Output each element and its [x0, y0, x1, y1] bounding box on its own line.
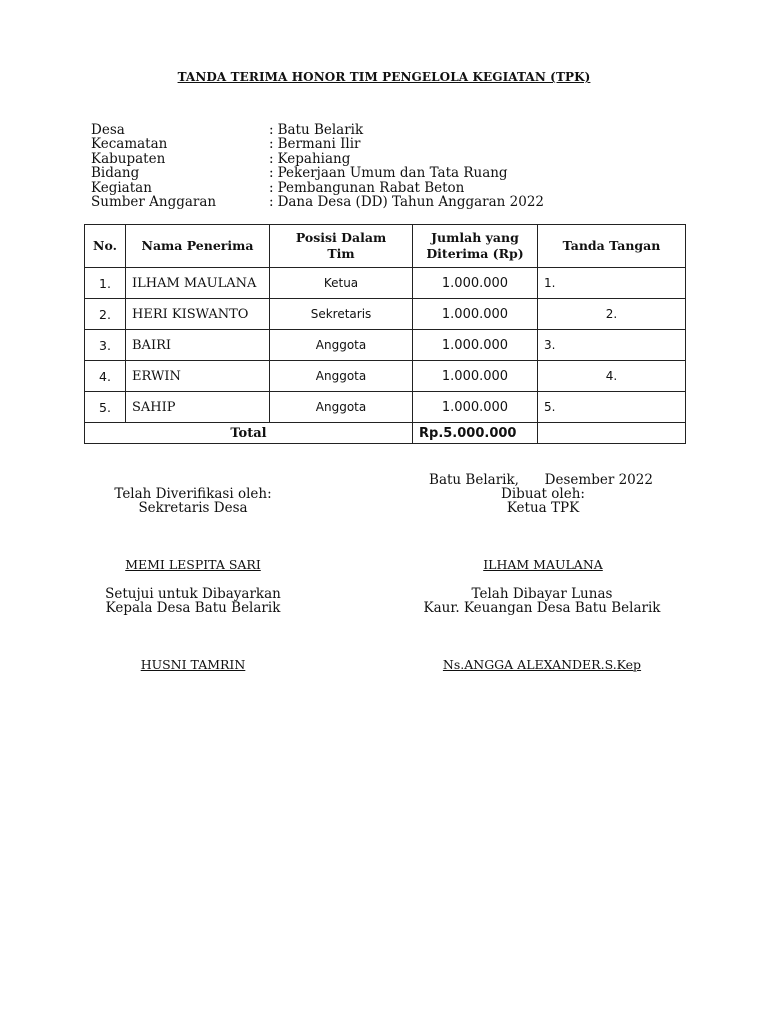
header-no: No. — [85, 225, 126, 268]
info-label: Kabupaten — [91, 150, 166, 167]
header-position-line1: Posisi Dalam — [295, 230, 387, 245]
total-amount: Rp.5.000.000 — [413, 423, 538, 444]
verified-name: MEMI LESPITA SARI — [125, 556, 261, 572]
info-row-kegiatan — [91, 181, 544, 195]
info-label: Kecamatan — [91, 136, 168, 153]
info-label: Sumber Anggaran — [91, 194, 217, 211]
info-value: Pekerjaan Umum dan Tata Ruang — [277, 165, 508, 182]
info-colon: : — [269, 179, 274, 196]
cell-position: Anggota — [270, 392, 413, 423]
verified-role-text: Sekretaris Desa — [138, 500, 248, 517]
cell-name: SAHIP — [126, 392, 270, 423]
info-label: Bidang — [91, 165, 140, 182]
cell-no: 2. — [85, 299, 126, 330]
cell-no: 3. — [85, 330, 126, 361]
cell-no: 5. — [85, 392, 126, 423]
cell-signature: 5. — [538, 392, 686, 423]
table-total-row — [85, 423, 686, 444]
cell-signature: 3. — [538, 330, 686, 361]
header-amount-line2: Diterima (Rp) — [426, 246, 524, 261]
maker-block — [410, 487, 676, 572]
cell-signature: 1. — [538, 268, 686, 299]
table-row — [85, 392, 686, 423]
approved-role-text: Kepala Desa Batu Belarik — [105, 600, 281, 617]
info-label: Kegiatan — [91, 179, 152, 196]
info-colon: : — [269, 150, 274, 167]
approved-name: HUSNI TAMRIN — [140, 656, 246, 672]
cell-position: Anggota — [270, 361, 413, 392]
total-empty-cell — [538, 423, 686, 444]
cell-position: Anggota — [270, 330, 413, 361]
cell-amount: 1.000.000 — [413, 299, 538, 330]
paid-name: Ns.ANGGA ALEXANDER.S.Kep — [442, 656, 642, 672]
table-row — [85, 268, 686, 299]
info-colon: : — [269, 194, 274, 211]
paid-role-text: Kaur. Keuangan Desa Batu Belarik — [423, 600, 661, 617]
payer-block — [392, 587, 692, 672]
cell-name: ERWIN — [126, 361, 270, 392]
header-name: Nama Penerima — [126, 225, 270, 268]
cell-signature: 4. — [538, 361, 686, 392]
cell-amount: 1.000.000 — [413, 361, 538, 392]
cell-signature: 2. — [538, 299, 686, 330]
cell-position: Sekretaris — [270, 299, 413, 330]
header-signature: Tanda Tangan — [538, 225, 686, 268]
verified-by-text: Telah Diverifikasi oleh: — [114, 486, 272, 502]
info-value: Bermani Ilir — [277, 136, 361, 153]
table-row — [85, 361, 686, 392]
header-amount — [413, 225, 538, 268]
info-block — [91, 123, 544, 209]
info-row-kecamatan — [91, 137, 544, 151]
table-row — [85, 330, 686, 361]
paid-by-text: Telah Dibayar Lunas — [471, 586, 613, 602]
approved-by-text: Setujui untuk Dibayarkan — [105, 586, 281, 602]
header-amount-line1: Jumlah yang — [431, 230, 519, 245]
cell-name: ILHAM MAULANA — [126, 268, 270, 299]
info-value: Pembangunan Rabat Beton — [277, 179, 465, 196]
cell-amount: 1.000.000 — [413, 392, 538, 423]
cell-amount: 1.000.000 — [413, 330, 538, 361]
info-value: Kepahiang — [277, 150, 351, 167]
total-label: Total — [85, 423, 413, 444]
info-row-bidang — [91, 166, 544, 180]
cell-no: 4. — [85, 361, 126, 392]
honor-table — [84, 224, 686, 444]
table-header-row — [85, 225, 686, 268]
cell-name: BAIRI — [126, 330, 270, 361]
cell-no: 1. — [85, 268, 126, 299]
table-row — [85, 299, 686, 330]
info-row-sumber-anggaran — [91, 195, 544, 209]
made-role-text: Ketua TPK — [506, 500, 580, 517]
cell-name: HERI KISWANTO — [126, 299, 270, 330]
header-position-line2: Tim — [327, 246, 355, 261]
cell-amount: 1.000.000 — [413, 268, 538, 299]
info-value: Dana Desa (DD) Tahun Anggaran 2022 — [277, 194, 545, 211]
info-colon: : — [269, 136, 274, 153]
info-colon: : — [269, 165, 274, 182]
approver-block — [60, 587, 326, 672]
info-value: Batu Belarik — [277, 122, 364, 138]
made-by-text: Dibuat oleh: — [501, 486, 585, 502]
place-date-text: Batu Belarik, Desember 2022 — [429, 472, 653, 488]
info-label: Desa — [91, 122, 125, 138]
verifier-block — [60, 487, 326, 572]
header-position — [270, 225, 413, 268]
info-row-desa — [91, 123, 544, 137]
made-name: ILHAM MAULANA — [483, 556, 603, 572]
cell-position: Ketua — [270, 268, 413, 299]
info-row-kabupaten — [91, 152, 544, 166]
document-title: TANDA TERIMA HONOR TIM PENGELOLA KEGIATAN (TPK) — [177, 70, 591, 84]
info-colon: : — [269, 122, 274, 138]
